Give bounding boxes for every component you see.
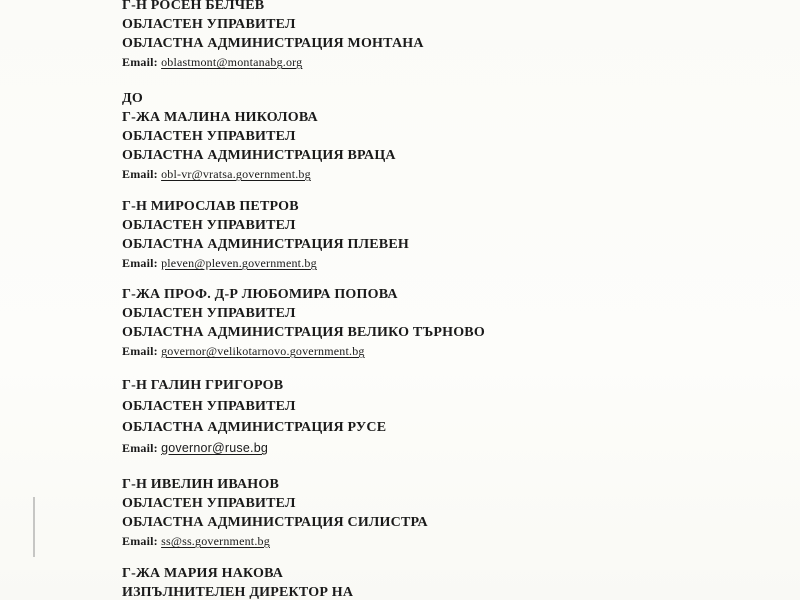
recipient-email-line [122,165,396,184]
email-link[interactable]: ss@ss.government.bg [161,534,270,548]
recipient-block-ruse [122,375,386,459]
email-link[interactable]: governor@ruse.bg [161,441,268,455]
email-label: Email: [122,167,158,181]
recipient-position: ИЗПЪЛНИТЕЛЕН ДИРЕКТОР НА [122,585,354,600]
recipient-block-montana [122,0,424,72]
recipient-email-line [122,254,409,273]
recipient-block-pleven [122,197,409,273]
recipient-organization: ОБЛАСТНА АДМИНИСТРАЦИЯ МОНТАНА [122,36,424,51]
recipient-organization: ОБЛАСТНА АДМИНИСТРАЦИЯ ВЕЛИКО ТЪРНОВО [122,325,485,340]
recipient-email-line [122,342,485,361]
recipient-position: ОБЛАСТЕН УПРАВИТЕЛ [122,306,296,321]
recipient-name: Г-ЖА МАЛИНА НИКОЛОВА [122,110,318,125]
email-link[interactable]: pleven@pleven.government.bg [161,256,317,270]
recipient-organization: ОБЛАСТНА АДМИНИСТРАЦИЯ ПЛЕВЕН [122,237,409,252]
recipient-position: ОБЛАСТЕН УПРАВИТЕЛ [122,17,296,32]
email-link[interactable]: oblastmont@montanabg.org [161,55,303,69]
recipient-block-veliko-tarnovo [122,285,485,361]
recipient-name: Г-ЖА МАРИЯ НАКОВА [122,566,284,581]
recipient-position: ОБЛАСТЕН УПРАВИТЕЛ [122,496,296,511]
email-label: Email: [122,55,158,69]
email-label: Email: [122,441,158,455]
recipient-name: Г-Н МИРОСЛАВ ПЕТРОВ [122,199,299,214]
recipient-organization: ОБЛАСТНА АДМИНИСТРАЦИЯ СИЛИСТРА [122,515,428,530]
recipient-email-line [122,438,386,459]
recipient-email-line [122,53,424,72]
recipient-position: ОБЛАСТЕН УПРАВИТЕЛ [122,399,296,414]
recipient-prefix: ДО [122,91,143,106]
recipient-organization: ОБЛАСТНА АДМИНИСТРАЦИЯ РУСЕ [122,420,387,435]
email-label: Email: [122,344,158,358]
recipient-name: Г-ЖА ПРОФ. Д-Р ЛЮБОМИРА ПОПОВА [122,287,398,302]
recipient-position: ОБЛАСТЕН УПРАВИТЕЛ [122,129,296,144]
email-label: Email: [122,256,158,270]
email-link[interactable]: obl-vr@vratsa.government.bg [161,167,311,181]
recipient-organization: ОБЛАСТНА АДМИНИСТРАЦИЯ ВРАЦА [122,148,396,163]
email-label: Email: [122,534,158,548]
recipient-name: Г-Н РОСЕН БЕЛЧЕВ [122,0,265,13]
recipient-email-line [122,532,428,551]
recipient-block-silistra [122,475,428,551]
recipient-block-nakova [122,564,353,600]
recipient-name: Г-Н ИВЕЛИН ИВАНОВ [122,477,280,492]
recipient-name: Г-Н ГАЛИН ГРИГОРОВ [122,378,284,393]
recipient-position: ОБЛАСТЕН УПРАВИТЕЛ [122,218,296,233]
scan-artifact-line [33,497,35,557]
email-link[interactable]: governor@velikotarnovo.government.bg [161,344,365,358]
recipient-block-vratsa [122,89,396,184]
